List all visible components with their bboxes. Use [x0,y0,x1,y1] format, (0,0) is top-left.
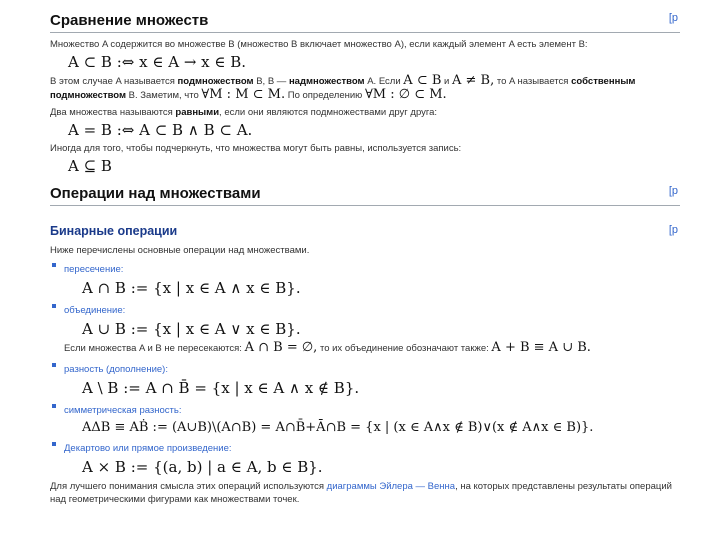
list-item-difference [50,359,680,397]
list-item-union [50,300,680,355]
formula-symmetric-difference: AΔB ≡ AḂ := (A∪B)\(A∩B) = A∩B̄+Ā∩B = {x | (x ∈ A∧x ∉ B)∨(x ∉ A∧x ∈ B)}. [82,420,594,435]
paragraph-binary-intro: Ниже перечислены основные операции над множествами. [50,245,310,256]
paragraph-equality: Два множества называются равными, если они являются подмножествами друг друга: [50,107,438,118]
link-intersection[interactable]: пересечение: [64,264,124,275]
link-symmetric-difference[interactable]: симметрическая разность: [64,405,182,416]
edit-link-operations[interactable]: [р [668,185,678,197]
subsection-title-binary: Бинарные операции [50,224,178,238]
section-title-operations: Операции над множествами [50,185,261,202]
edit-link-binary[interactable]: [р [668,224,678,236]
formula-equality: A = B :⇔ A ⊂ B ∧ B ⊂ A. [68,121,253,139]
operations-list [50,259,680,476]
formula-subseteq: A ⊆ B [68,157,112,175]
bullet-icon [52,363,56,367]
paragraph-subseteq: Иногда для того, чтобы подчеркнуть, что множества могут быть равны, используется запись: [50,143,462,154]
formula-subset: A ⊂ B :⇔ x ∈ A → x ∈ B. [68,53,247,71]
formula-difference: A \ B := A ∩ B̄ = {x | x ∈ A ∧ x ∉ B}. [82,379,360,397]
bullet-icon [52,304,56,308]
link-difference[interactable]: разность (дополнение): [64,364,168,375]
bullet-icon [52,404,56,408]
article-content [50,12,680,506]
section-title-comparison: Сравнение множеств [50,12,209,29]
formula-cartesian-product: A × B := {(a, b) | a ∈ A, b ∈ B}. [82,458,323,476]
link-union[interactable]: объединение: [64,305,126,316]
list-item-cartesian-product [50,438,680,476]
section-heading-comparison [50,12,680,33]
list-item-intersection [50,259,680,297]
bullet-icon [52,442,56,446]
list-item-symmetric-difference [50,400,680,435]
formula-intersection: A ∩ B := {x | x ∈ A ∧ x ∈ B}. [82,279,301,297]
formula-union: A ∪ B := {x | x ∈ A ∨ x ∈ B}. [82,320,301,338]
paragraph-venn: Для лучшего понимания смысла этих операций используются диаграммы Эйлера — Венна, на которых представлены результаты операций над геометрическими фигурами как множествами точек. [50,481,672,505]
link-venn-diagrams[interactable]: диаграммы Эйлера — Венна [326,481,456,492]
paragraph-disjoint: Если множества A и B не пересекаются: A ∩ B = ∅, то их объединение обозначают также: A + B ≡ A ∪ B. [64,340,591,355]
paragraph-subset-def: Множество A содержится во множестве B (множество B включает множество A), если каждый элемент A есть элемент B: [50,39,588,50]
edit-link-comparison[interactable]: [р [668,12,678,24]
bullet-icon [52,263,56,267]
subsection-heading-binary [50,224,680,238]
paragraph-subset-terms: В этом случае A называется подмножеством B, B — надмножеством A. Если A ⊂ B и A ≠ B, то A называется собственным подмножеством B. Заметим, что ∀M : M ⊂ M. По определению ∀M : ∅ ⊂ M. [50,73,636,102]
section-heading-operations [50,185,680,206]
link-cartesian-product[interactable]: Декартово или прямое произведение: [64,443,232,454]
